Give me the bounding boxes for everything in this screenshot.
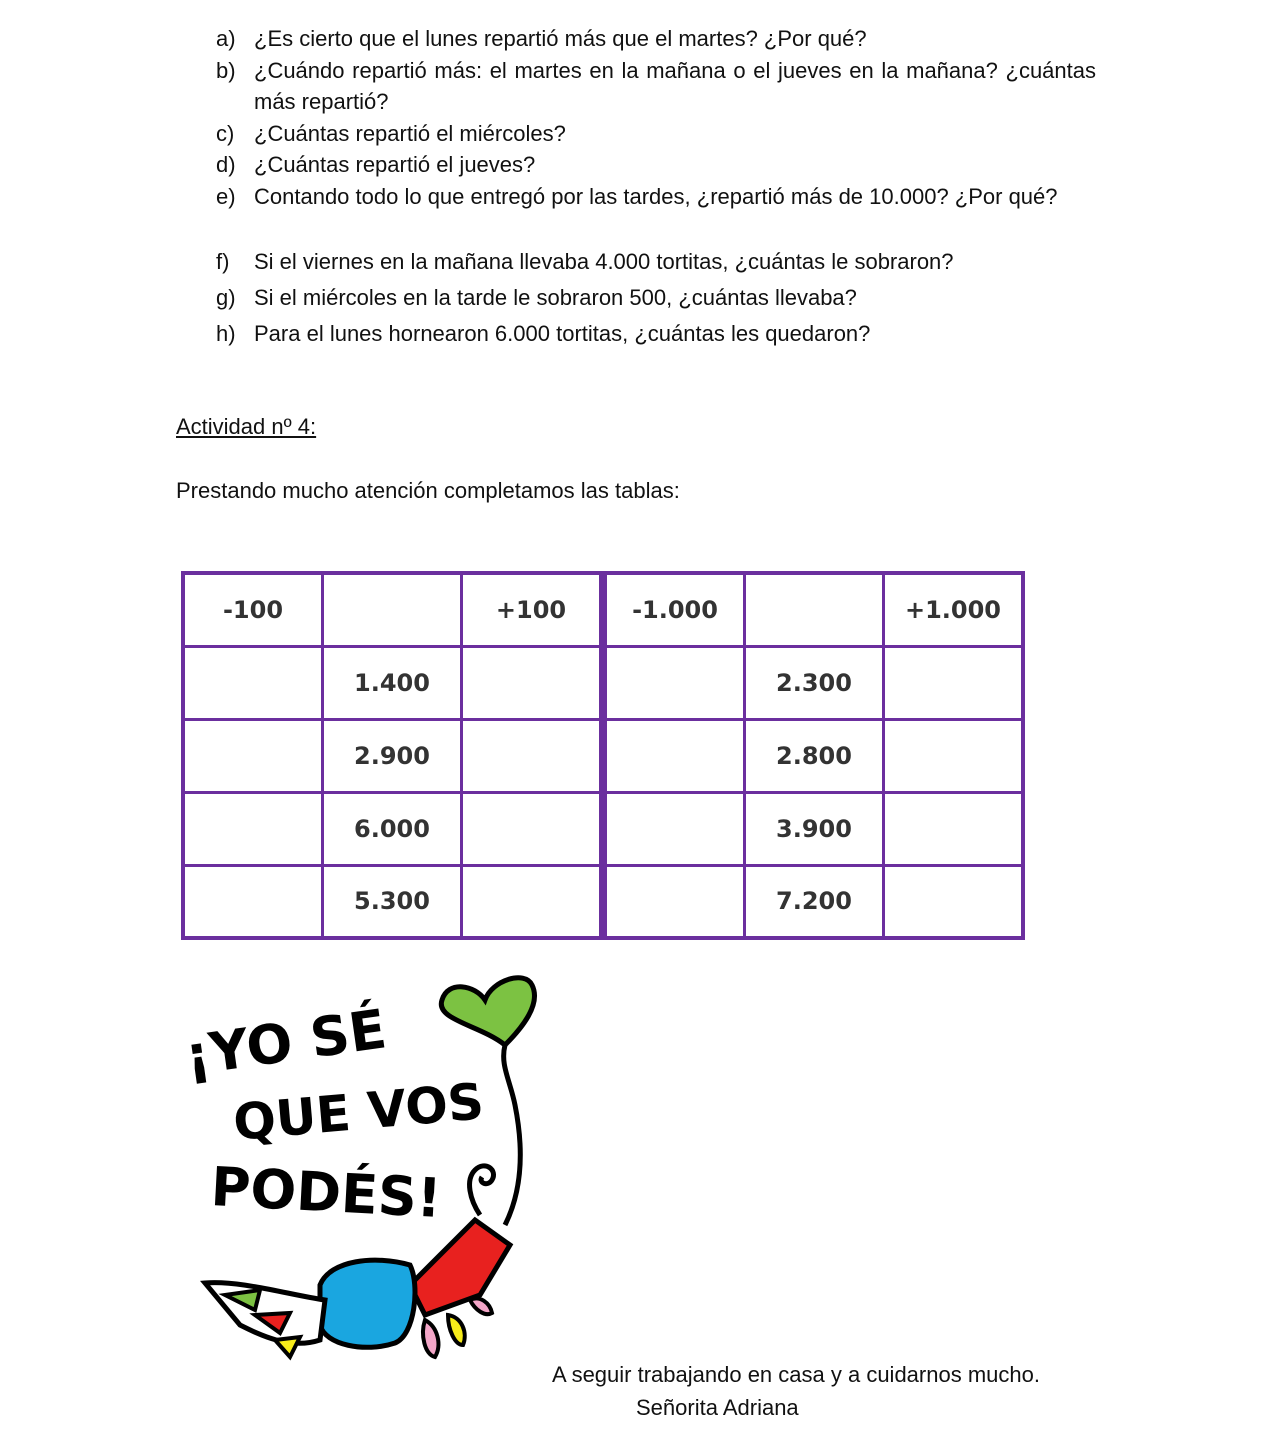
instruction-text: Prestando mucho atención completamos las tablas: <box>176 478 680 503</box>
question-text: Si el miércoles en la tarde le sobraron 500, ¿cuántas llevaba? <box>254 285 857 310</box>
question-letter: c) <box>216 121 235 146</box>
yellow-petal-shape <box>448 1315 465 1345</box>
answer-cell[interactable] <box>462 792 602 865</box>
question-text: ¿Es cierto que el lunes repartió más que el martes? ¿Por qué? <box>254 26 867 51</box>
sticker-line-3: PODÉS! <box>209 1155 444 1231</box>
activity-title: Actividad nº 4: <box>176 414 317 439</box>
answer-cell[interactable] <box>605 719 745 792</box>
answer-cell[interactable] <box>884 719 1024 792</box>
question-text: ¿Cuántas repartió el miércoles? <box>254 121 566 146</box>
question-d <box>216 149 1096 180</box>
table-row <box>605 865 1023 938</box>
table-minus-plus-100 <box>181 571 603 940</box>
question-text: Si el viernes en la mañana llevaba 4.000 tortitas, ¿cuántas le sobraron? <box>254 249 954 274</box>
question-letter: a) <box>216 26 236 51</box>
table-minus-plus-1000 <box>603 571 1025 940</box>
table-header-row <box>605 573 1023 646</box>
answer-cell[interactable] <box>884 792 1024 865</box>
number-cell: 2.900 <box>323 719 462 792</box>
table-row <box>183 719 601 792</box>
question-letter: g) <box>216 285 236 310</box>
question-letter: h) <box>216 321 236 346</box>
pink-petal-shape <box>470 1298 492 1314</box>
question-f <box>216 246 1096 277</box>
table-row <box>183 646 601 719</box>
table-row <box>183 792 601 865</box>
blue-body-shape <box>320 1260 415 1347</box>
table-header-row <box>183 573 601 646</box>
answer-cell[interactable] <box>183 719 323 792</box>
answer-cell[interactable] <box>462 646 602 719</box>
answer-cell[interactable] <box>884 646 1024 719</box>
question-a <box>216 23 1096 54</box>
swirl-icon <box>470 1166 494 1215</box>
number-cell: 1.400 <box>323 646 462 719</box>
answer-cell[interactable] <box>605 865 745 938</box>
question-text: ¿Cuándo repartió más: el martes en la mañana o el jueves en la mañana? ¿cuántas más repartió? <box>254 58 1096 114</box>
number-cell: 7.200 <box>745 865 884 938</box>
header-cell: +100 <box>462 573 602 646</box>
answer-cell[interactable] <box>183 865 323 938</box>
answer-cell[interactable] <box>183 646 323 719</box>
question-e <box>216 181 1096 212</box>
table-row <box>605 646 1023 719</box>
answer-cell[interactable] <box>605 792 745 865</box>
sticker-line-2: QUE VOS <box>230 1072 487 1152</box>
signature-text: Señorita Adriana <box>636 1395 799 1420</box>
table-row <box>183 865 601 938</box>
answer-cell[interactable] <box>462 865 602 938</box>
heart-icon <box>441 978 534 1045</box>
question-text: Para el lunes hornearon 6.000 tortitas, ¿cuántas les quedaron? <box>254 321 871 346</box>
question-text: Contando todo lo que entregó por las tardes, ¿repartió más de 10.000? ¿Por qué? <box>254 184 1058 209</box>
number-cell: 5.300 <box>323 865 462 938</box>
question-g <box>216 282 1096 313</box>
number-cell: 3.900 <box>745 792 884 865</box>
pink-petal-shape <box>423 1320 438 1357</box>
question-text: ¿Cuántas repartió el jueves? <box>254 152 536 177</box>
table-row <box>605 719 1023 792</box>
question-b <box>216 55 1096 117</box>
question-letter: f) <box>216 249 230 274</box>
red-wing-shape <box>410 1220 510 1315</box>
header-cell <box>745 573 884 646</box>
closing-text: A seguir trabajando en casa y a cuidarnos mucho. <box>552 1362 1040 1387</box>
header-cell: -1.000 <box>605 573 745 646</box>
question-letter: e) <box>216 184 236 209</box>
number-cell: 2.800 <box>745 719 884 792</box>
number-cell: 6.000 <box>323 792 462 865</box>
question-c <box>216 118 1096 149</box>
number-cell: 2.300 <box>745 646 884 719</box>
sticker-line-1: ¡YO SÉ <box>181 997 391 1088</box>
table-row <box>605 792 1023 865</box>
question-letter: d) <box>216 152 236 177</box>
yellow-patch-shape <box>275 1337 300 1357</box>
answer-cell[interactable] <box>884 865 1024 938</box>
encouragement-sticker <box>180 965 550 1380</box>
answer-cell[interactable] <box>183 792 323 865</box>
question-letter: b) <box>216 58 236 83</box>
header-cell <box>323 573 462 646</box>
answer-cell[interactable] <box>462 719 602 792</box>
question-h <box>216 318 1096 349</box>
answer-cell[interactable] <box>605 646 745 719</box>
stem-line <box>504 1045 521 1225</box>
header-cell: -100 <box>183 573 323 646</box>
header-cell: +1.000 <box>884 573 1024 646</box>
